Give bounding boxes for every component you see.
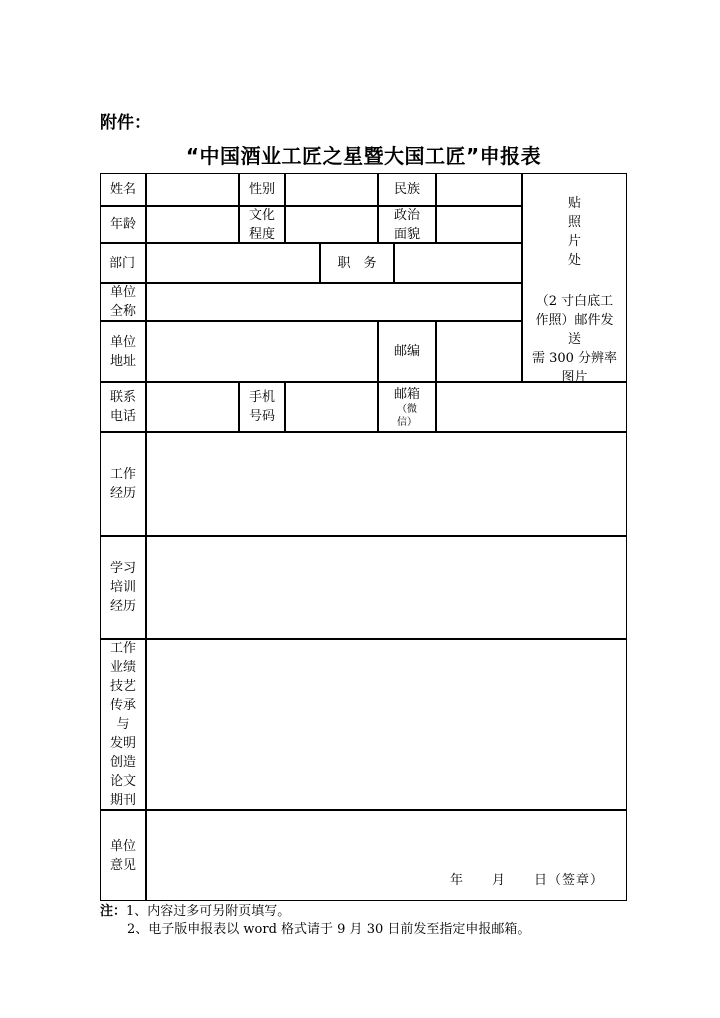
form-title: “中国酒业工匠之星暨大国工匠”申报表 [185,144,542,168]
field-unit-full-name[interactable] [146,283,522,321]
footnotes [100,903,530,939]
label-unit-address: 单位 地址 [100,321,146,382]
field-gender[interactable] [285,173,378,206]
label-unit-opinion: 单位 意见 [100,810,146,901]
field-work-experience[interactable] [146,432,627,536]
field-political[interactable] [436,206,522,243]
label-department: 部门 [100,243,146,283]
label-email-text: 邮箱 [393,386,420,402]
label-mobile: 手机 号码 [239,382,285,432]
label-email [378,382,436,432]
note-line-1 [100,903,530,921]
label-wechat-text: （微 信） [397,403,417,428]
label-age: 年龄 [100,206,146,243]
field-training[interactable] [146,536,627,639]
field-age[interactable] [146,206,239,243]
label-phone: 联系 电话 [100,382,146,432]
label-ethnicity: 民族 [378,173,436,206]
label-position: 职 务 [320,243,394,283]
field-unit-opinion[interactable] [146,810,627,901]
label-postcode: 邮编 [378,321,436,382]
photo-note: （2 寸白底工 作照）邮件发 送 需 300 分辨率 图片 [531,294,618,385]
note-2-text: 2、电子版申报表以 word 格式请于 9 月 30 日前发至指定申报邮箱。 [127,922,531,937]
field-achievements[interactable] [146,639,627,810]
field-ethnicity[interactable] [436,173,522,206]
signature-date-line: 年 月 日（签章） [449,873,604,888]
field-department[interactable] [146,243,320,283]
note-1-text: 1、内容过多可另附页填写。 [126,904,291,919]
label-gender: 性别 [239,173,285,206]
field-position[interactable] [394,243,522,283]
attachment-label: 附件： [100,113,151,133]
field-mobile[interactable] [285,382,378,432]
field-phone[interactable] [146,382,239,432]
photo-placeholder[interactable] [522,173,627,385]
label-work-experience: 工作 经历 [100,432,146,536]
note-prefix: 注： [100,904,127,919]
photo-label: 贴 照 片 处 [567,196,581,268]
label-achievements: 工作 业绩 技艺 传承 与 发明 创造 论文 期刊 [100,639,146,810]
field-education[interactable] [285,206,378,243]
label-name: 姓名 [100,173,146,206]
field-unit-address[interactable] [146,321,378,382]
field-name[interactable] [146,173,239,206]
label-training: 学习 培训 经历 [100,536,146,639]
label-political: 政治 面貌 [378,206,436,243]
label-unit-full-name: 单位 全称 [100,283,146,321]
field-postcode[interactable] [436,321,522,382]
application-form-table [100,173,627,901]
field-email[interactable] [436,382,627,432]
label-education: 文化 程度 [239,206,285,243]
